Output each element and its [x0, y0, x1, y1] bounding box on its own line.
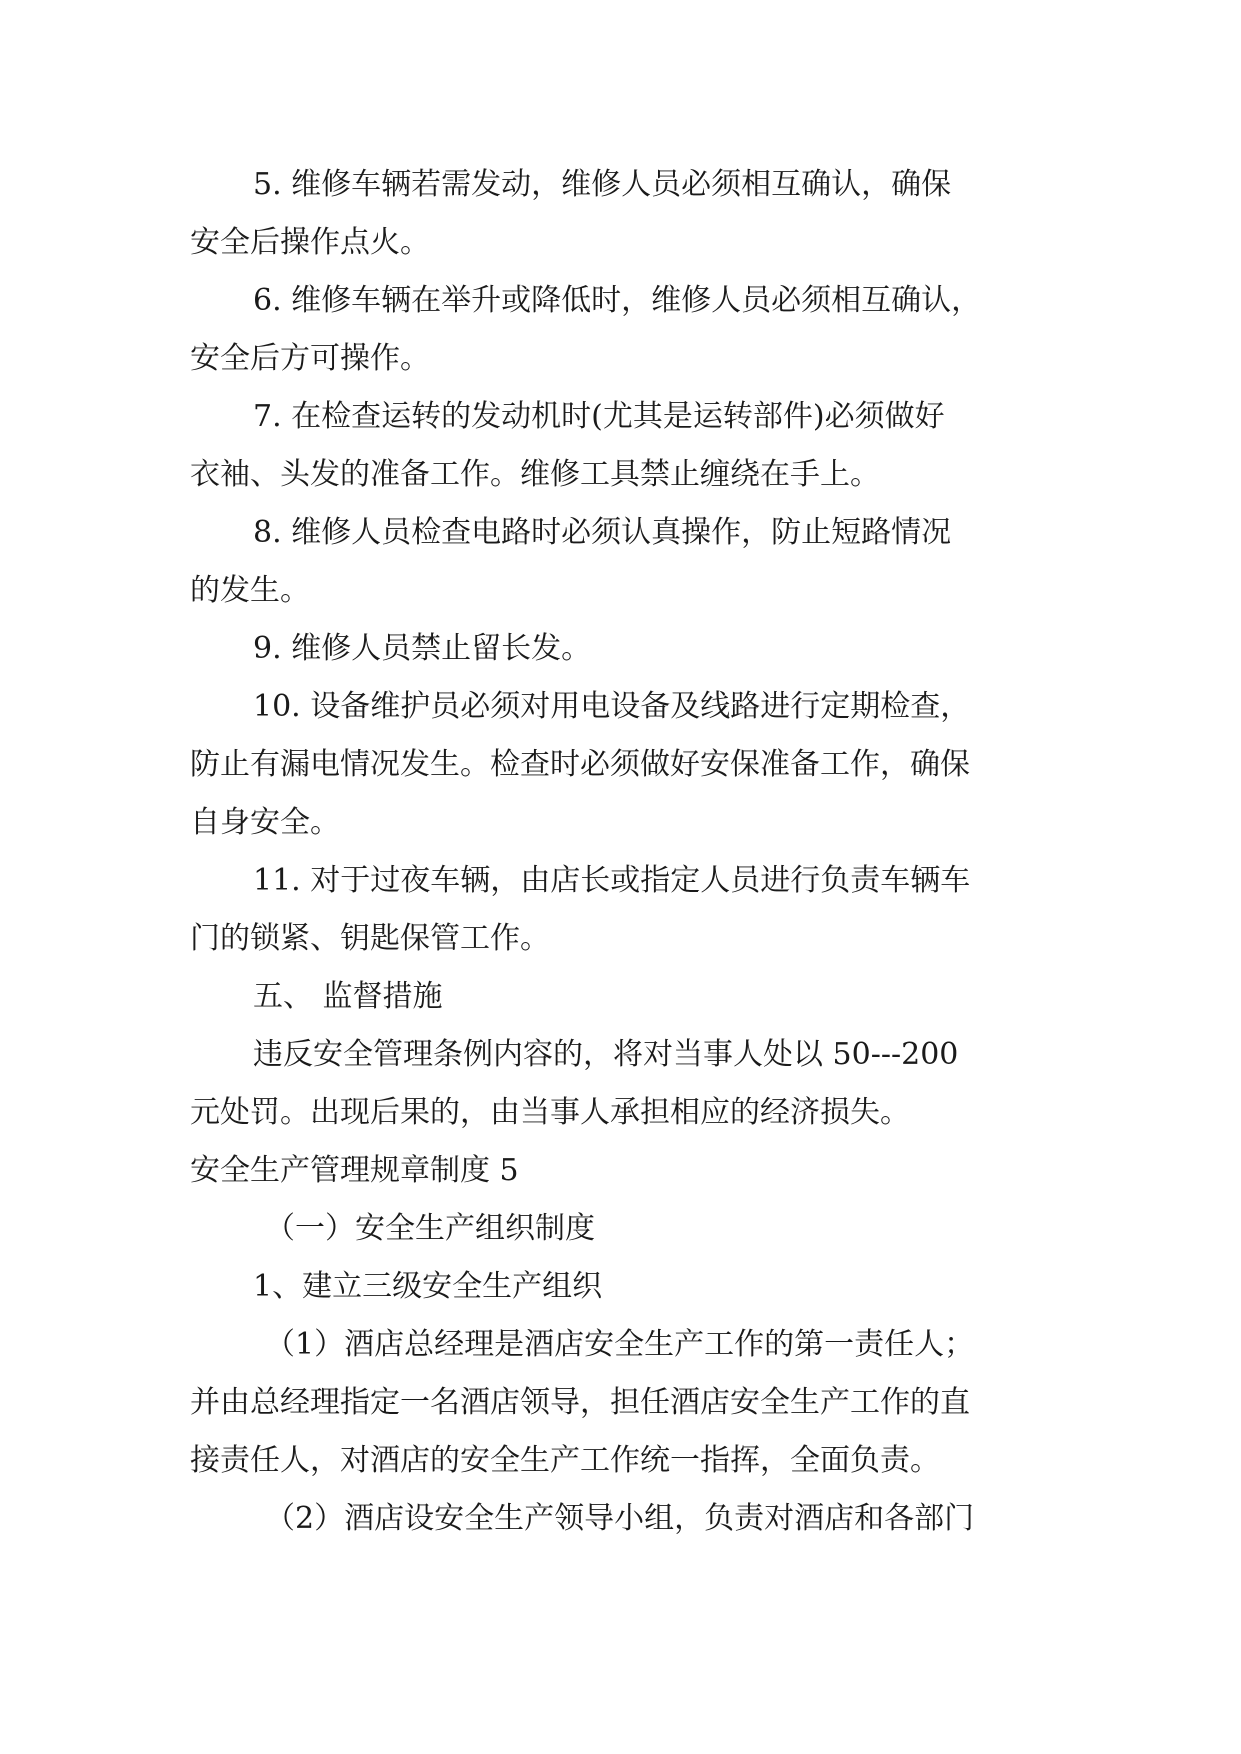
text-line: 6. 维修车辆在举升或降低时，维修人员必须相互确认，: [253, 283, 982, 318]
text-line: 门的锁紧、钥匙保管工作。: [190, 921, 550, 956]
text-line: 的发生。: [190, 573, 310, 608]
text-line: 10. 设备维护员必须对用电设备及线路进行定期检查，: [253, 689, 971, 724]
subsection-heading: 1、建立三级安全生产组织: [253, 1269, 603, 1304]
document-title: 安全生产管理规章制度 5: [190, 1153, 519, 1188]
text-line: 防止有漏电情况发生。检查时必须做好安保准备工作，确保: [190, 747, 970, 782]
text-line: 9. 维修人员禁止留长发。: [253, 631, 592, 666]
text-line: 并由总经理指定一名酒店领导，担任酒店安全生产工作的直: [190, 1385, 970, 1420]
section-heading: （一）安全生产组织制度: [265, 1211, 595, 1246]
text-line: （1）酒店总经理是酒店安全生产工作的第一责任人；: [265, 1327, 975, 1362]
text-line: （2）酒店设安全生产领导小组，负责对酒店和各部门: [265, 1501, 975, 1536]
text-line: 5. 维修车辆若需发动，维修人员必须相互确认，确保: [253, 167, 952, 202]
section-heading: 五、 监督措施: [253, 979, 443, 1014]
text-line: 衣袖、头发的准备工作。维修工具禁止缠绕在手上。: [190, 457, 880, 492]
text-line: 元处罚。出现后果的，由当事人承担相应的经济损失。: [190, 1095, 910, 1130]
text-line: 安全后操作点火。: [190, 225, 430, 260]
text-line: 7. 在检查运转的发动机时(尤其是运转部件)必须做好: [253, 399, 945, 434]
text-line: 接责任人，对酒店的安全生产工作统一指挥，全面负责。: [190, 1443, 940, 1478]
text-line: 安全后方可操作。: [190, 341, 430, 376]
text-line: 11. 对于过夜车辆，由店长或指定人员进行负责车辆车: [253, 863, 971, 898]
text-line: 自身安全。: [190, 805, 340, 840]
text-line: 违反安全管理条例内容的，将对当事人处以 50---200: [253, 1037, 959, 1072]
text-line: 8. 维修人员检查电路时必须认真操作，防止短路情况: [253, 515, 952, 550]
